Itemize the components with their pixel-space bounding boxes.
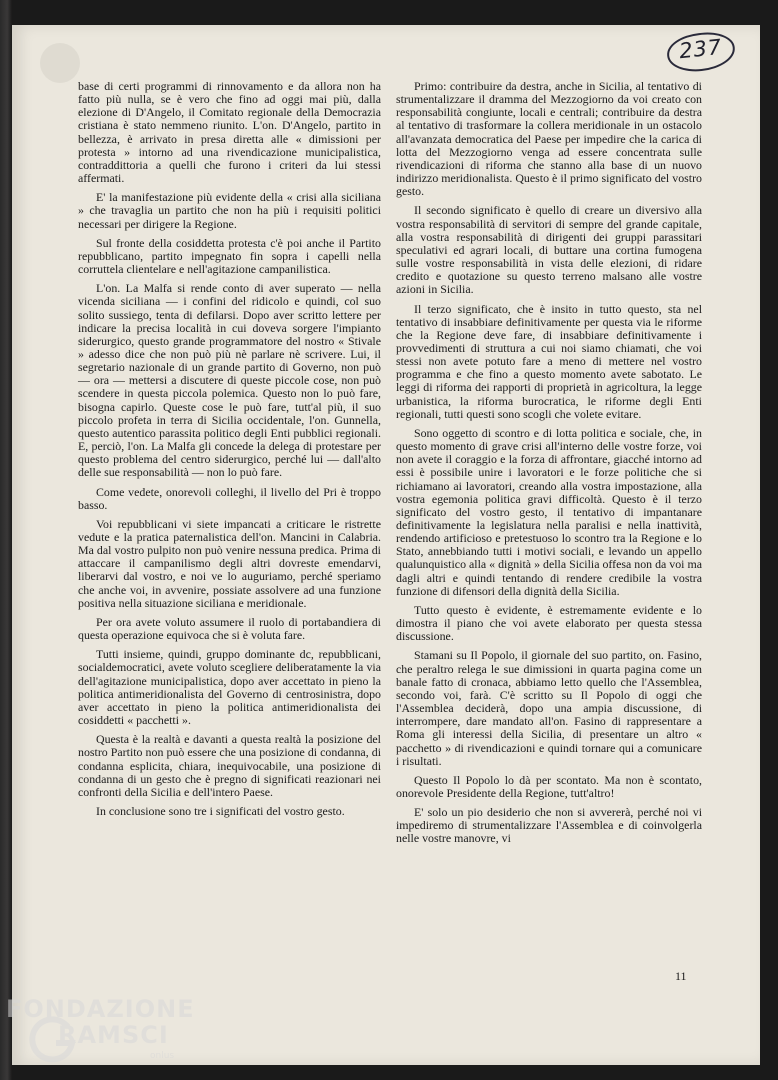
left-paragraph-7: Per ora avete voluto assumere il ruolo di portabandiera di questa operazione equivoca che si è voluta fare. <box>78 614 381 643</box>
left-paragraph-5: Come vedete, onorevoli colleghi, il livello del Pri è troppo basso. <box>78 484 381 512</box>
left-paragraph-3: Sul fronte della cosiddetta protesta c'è poi anche il Partito repubblicano, partito impegnato fin sopra i capelli nella corruttela clientelare e nell'agitazione campanilistica. <box>78 235 381 277</box>
left-paragraph-9: Questa è la realtà e davanti a questa realtà la posizione del nostro Partito non può essere che una posizione di condanna, di condanna esplicita, chiara, inequivocabile, una posizione di condanna di un gesto che è pregno di significati reazionari nei confronti della Sicilia e dell'intero Paese. <box>78 732 381 799</box>
right-paragraph-7: Questo Il Popolo lo dà per scontato. Ma non è scontato, onorevole Presidente della Regione, tutt'altro! <box>396 772 702 800</box>
right-paragraph-8: E' solo un pio desiderio che non si avvererà, perché noi vi impediremo di strumentalizzare l'Assemblea e di coinvolgerla nelle vostre manovre, vi <box>396 805 702 846</box>
right-column <box>396 80 702 852</box>
left-paragraph-2: E' la manifestazione più evidente della « crisi alla siciliana » che travaglia un partito che non ha più i requisiti politici necessari per dirigere la Regione. <box>78 190 381 231</box>
right-paragraph-2: Il secondo significato è quello di creare un diversivo alla vostra responsabilità di servitori di sempre del grande capitale, alla vostra responsabilità di dirigenti dei gruppi parassitari speculativi ed agrari locali, di buttare una cortina fumogena sulle vostre responsabilità in vista delle elezioni, di ridare credito e quotazione su questo terreno malsano alle vostre azioni in Sicilia. <box>396 203 702 297</box>
handwritten-page-number-text: 237 <box>678 34 724 64</box>
watermark-logo <box>0 985 200 1080</box>
book-spine <box>0 0 12 1080</box>
right-paragraph-5: Tutto questo è evidente, è estremamente evidente e lo dimostra il piano che voi avete elaborato per questa stessa discussione. <box>396 602 702 644</box>
right-paragraph-6: Stamani su Il Popolo, il giornale del suo partito, on. Fasino, che peraltro relega le sue dimissioni in quarta pagina come un banale fatto di cronaca, abbiamo letto quello che l'Assemblea, secondo voi, farà. C'è scritto su Il Popolo di oggi che l'Assemblea deciderà, dopo una ampia discussione, di interrompere, dare mandato all'on. Fasino di rappresentare a Roma gli interessi della Sicilia, di presentare un altro « pacchetto » di rivendicazioni e quindi tornare qui a comunicare i risultati. <box>396 648 702 768</box>
left-paragraph-10: In conclusione sono tre i significati del vostro gesto. <box>96 803 345 818</box>
handwritten-page-number <box>665 30 737 75</box>
left-paragraph-8: Tutti insieme, quindi, gruppo dominante dc, repubblicani, socialdemocratici, avete voluto scegliere deliberatamente la via dell'agitazione municipalistica, dopo aver accettato in pieno la politica antimeridionalista del Governo di centrosinistra, dopo aver accettato in pieno la politica antimeridionalista dei cosiddetti « pacchetti ». <box>78 647 381 728</box>
left-paragraph-6: Voi repubblicani vi siete impancati a criticare le ristrette vedute e la pratica paternalistica dell'on. Mancini in Calabria. Ma dal vostro pulpito non può venire nessuna predica. Prima di attaccare il campanilismo degli altri dovreste emendarvi, liberarvi dal vostro, e noi ve lo auguriamo, perché speriamo che anche voi, in avvenire, possiate assolvere ad una funzione positiva nella situazione siciliana e meridionale. <box>78 516 381 610</box>
binding-mark <box>40 43 80 83</box>
watermark-text-line1: FONDAZIONE <box>6 995 195 1023</box>
left-paragraph-1: base di certi programmi di rinnovamento e da allora non ha fatto più nulla, se è vero che fino ad oggi mai più, dalla elezione di D'Angelo, il Comitato regionale della Democrazia cristiana è stato nemmeno riunito. L'on. D'Angelo, partito in bellezza, è arrivato in presa diretta alle « dimissioni per protesta » intorno ad una rivendicazione municipalistica, contraddittoria a quelli che furono i criteri da lui stessi affermati. <box>78 79 381 186</box>
watermark-text-line3: onlus <box>150 1051 175 1061</box>
page-number: 11 <box>675 969 687 983</box>
document-page <box>12 25 760 1065</box>
watermark-text-line2: RAMSCI <box>58 1021 169 1049</box>
left-paragraph-4: L'on. La Malfa si rende conto di aver superato — nella vicenda siciliana — i confini del ridicolo e quindi, col suo solito sussiego, tenta di defilarsi. Dopo aver scritto lettere per indicare la precisa località in cui doveva sorgere l'impianto siderurgico, questo grande programmatore del nostro « Stivale » adesso dice che non può più nè parlare nè scrivere. Lui, il segretario nazionale di un grande partito di Governo, non può — ora — mettersi a discutere di queste piccole cose, non può scendere in questa piccola polemica. Questo non lo può fare, bisogna capirlo. Queste cose le può fare, tutt'al più, il suo piccolo profeta in terra di Sicilia occidentale, l'on. Gunnella, questo autentico parassita politico degli Enti pubblici regionali. E, perciò, l'on. La Malfa gli concede la delega di protestare per questo problema del centro siderurgico, perché lui — dall'alto delle sue responsabilità — non lo può fare. <box>78 281 381 480</box>
right-paragraph-4: Sono oggetto di scontro e di lotta politica e sociale, che, in questo momento di grave crisi all'interno delle vostre forze, voi non avete il coraggio e la forza di affrontare, giacché intorno ad essi è possibile unire i lavoratori e le forze politiche che si richiamano ai lavoratori, creando alla vostra impostazione, alla vostra egemonia politica gravi difficoltà. Questo è il terzo significato del vostro gesto, il tentativo di impantanare definitivamente la legislatura nella paralisi e nella inattività, rendendo artificioso e pretestuoso lo scontro tra la Regione e lo Stato, annebbiando tutti i motivi sociali, e levando un appello qualunquistico alla « dignità » della Sicilia offesa non da voi ma dagli altri e quindi tentando di rendere credibile la vostra funzione di difensori della dignità della Sicilia. <box>396 425 702 598</box>
right-paragraph-3: Il terzo significato, che è insito in tutto questo, sta nel tentativo di insabbiare definitivamente per questa via le riforme che la Regione deve fare, di insabbiare definitivamente i provvedimenti di struttura a cui noi siamo chiamati, che voi stessi non avete potuto fare a meno di mettere nel vostro programma e che fino a questo momento avete sabotato. Le leggi di riforma dei rapporti di proprietà in agricoltura, la legge urbanistica, la riforma burocratica, le riforme degli Enti regionali, tutti questi sono scogli che volete evitare. <box>396 301 702 421</box>
left-column <box>78 80 381 824</box>
right-paragraph-1: Primo: contribuire da destra, anche in Sicilia, al tentativo di strumentalizzare il dramma del Mezzogiorno da voi creato con responsabilità congiunte, locali e centrali; contribuire da destra al tentativo di trasformare la collera meridionale in un ostacolo all'avanzata democratica del Paese per impedire che la carica di lotta del Mezzogiorno venga ad essere concentrata sulle rivendicazioni di riforma che stanno alla base di un nuovo indirizzo meridionalista. Questo è il primo significato del vostro gesto. <box>396 79 702 199</box>
